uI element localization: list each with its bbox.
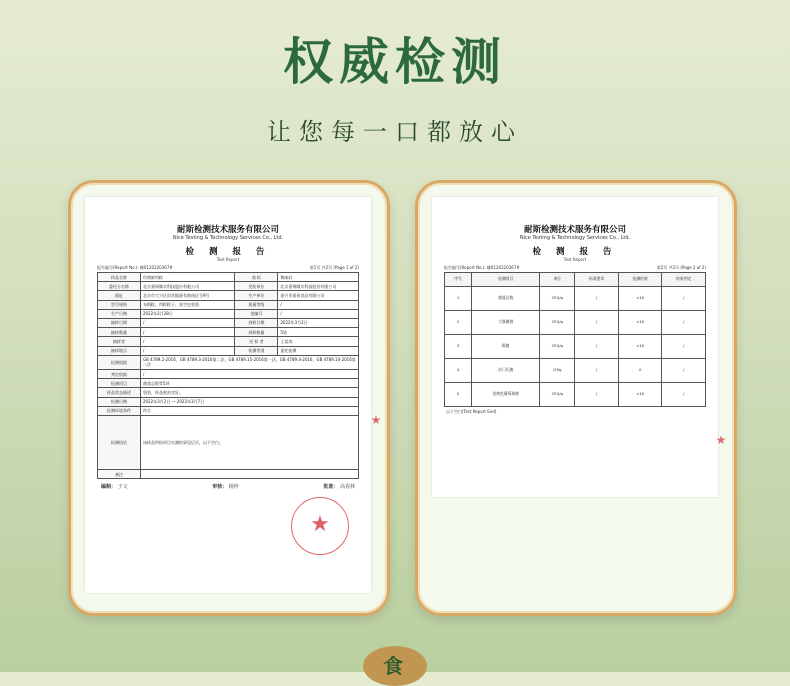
company-name-en: Nice Testing & Technology Services Co., Ltd. [519,235,631,241]
row-value: 北京市大兴区旧宫镇嘉有路南区号9号 [141,291,235,300]
approved-by-label: 批准： [323,484,339,491]
table-row [98,309,359,318]
row-value: 经典鲜肉粽 [141,273,235,282]
row-label: 到样数量 [235,328,278,337]
table-row [98,355,359,369]
row-label: 样品名称 [98,273,141,282]
row-value: / [141,328,235,337]
row-label: 备注 [98,470,141,479]
table-row [98,346,359,355]
column-header: 结果判定 [662,273,706,287]
signature-row [85,479,371,490]
cell-unit: /25g [540,359,575,383]
row-label: 抽样数量 [98,328,141,337]
row-value: / [278,309,359,318]
company-name: 耐斯检测技术服务有限公司 [523,225,626,235]
row-label: 判定依据 [98,370,141,379]
compiled-by-label: 编制： [101,484,117,491]
cell-unit: CFU/g [540,287,575,311]
row-label: 样品状态描述 [98,388,141,397]
table-row [98,328,359,337]
cell-result: 0 [618,359,662,383]
row-value: 2022年3月2日 [278,318,359,327]
cell-unit: CFU/g [540,383,575,407]
report-title-en: Test Report [216,257,240,262]
table-row [98,388,359,397]
row-label: 抽样日期 [98,318,141,327]
cell-no: 4 [445,359,472,383]
cell-item: 霉菌 [472,335,540,359]
row-label: 检测类别 [235,346,278,355]
row-label: 委托方名称 [98,282,141,291]
row-label: 检测日期 [98,397,141,406]
cell-req: / [575,383,619,407]
table-row [98,416,359,470]
table-row [98,273,359,282]
official-seal-stamp: ★ [291,497,349,555]
report-title: 检 测 报 告 [532,247,618,257]
table-row [445,383,706,407]
cell-result: <10 [618,311,662,335]
row-value: 隽味轩 [278,273,359,282]
row-label: 检测结论 [98,416,141,470]
row-value: 北京嘉锡顺实科技股份有限公司 [278,282,359,291]
edge-seal-stamp: ★ [715,433,727,447]
results-table [444,272,706,407]
row-value: / [141,346,235,355]
end-note: 以下空白(Test Report End) [446,409,497,414]
table-row [98,470,359,479]
table-row [98,291,359,300]
cell-item: 金黄色葡萄球菌 [472,383,540,407]
page-number: 第2页 共2页 (Page 2 of 2) [656,265,706,270]
cell-judge: / [662,383,706,407]
approved-signature: 高春林 [339,484,355,491]
cell-req: / [575,287,619,311]
row-label: 批编号 [235,309,278,318]
company-name-en: Nice Testing & Technology Services Co., Ltd. [172,235,284,241]
row-value: 袋装，样品密封完好。 [141,388,359,397]
cell-judge: / [662,311,706,335]
row-label: 生产日期 [98,309,141,318]
table-row [98,318,359,327]
row-label: 检测依据 [98,355,141,369]
cell-unit: CFU/g [540,311,575,335]
cell-judge: / [662,335,706,359]
row-value: 菌落总数等5项 [141,379,359,388]
row-label: 生产单位 [235,291,278,300]
cell-item: 大肠菌群 [472,311,540,335]
cell-item: 菌落总数 [472,287,540,311]
cell-no: 3 [445,335,472,359]
table-row [98,337,359,346]
page-number: 第1页 共2页 (Page 1 of 2) [309,265,359,270]
report-meta [432,262,718,272]
row-value: GB 4789.2-2016、GB 4789.3-2016第二法、GB 4789.15-2016第一法、GB 4789.4-2016、GB 4789.10-2016第二法 [141,355,359,369]
row-value: 王某涛 [278,337,359,346]
report-title-en: Test Report [563,257,587,262]
row-value: 2022年2月28日 [141,309,235,318]
edge-seal-stamp: ★ [370,413,382,427]
table-row [98,300,359,309]
table-row [98,282,359,291]
cell-result: <10 [618,287,662,311]
bottom-badge: 食 [363,646,427,686]
row-value: 嘉兴市嘉裕食品有限公司 [278,291,359,300]
row-value: 5袋 [278,328,359,337]
table-row [445,311,706,335]
row-label: 抽样地点 [98,346,141,355]
row-label: 检测项目 [98,379,141,388]
cell-judge: / [662,287,706,311]
row-label: 抽样者 [98,337,141,346]
table-row [98,397,359,406]
row-value: / [141,318,235,327]
table-row [98,406,359,415]
report-card-left [68,180,390,616]
table-row [445,335,706,359]
cell-result: <10 [618,335,662,359]
column-header: 单位 [540,273,575,287]
row-value: 该样品所检项目实测结果见后页，以下空白。 [141,416,359,470]
table-row [98,370,359,379]
cell-req: / [575,311,619,335]
report-info-table [97,272,359,479]
table-row [98,379,359,388]
row-value: 2022年3月2日 — 2022年3月7日 [141,397,359,406]
row-value: 符合 [141,406,359,415]
cell-judge: / [662,359,706,383]
row-label: 受检单位 [235,282,278,291]
cell-result: <10 [618,383,662,407]
row-label: 到样日期 [235,318,278,327]
cell-req: / [575,359,619,383]
row-label: 型号规格 [98,300,141,309]
page-subtitle: 让您每一口都放心 [267,118,523,146]
row-label: 地址 [98,291,141,300]
report-meta [85,262,371,272]
column-header: 检测结果 [618,273,662,287]
cell-req: / [575,335,619,359]
cell-no: 5 [445,383,472,407]
report-sheet-left [85,197,371,593]
row-value: 布朗粽、肉粽粽子、真空包装袋 [141,300,235,309]
row-value: 委托检测 [278,346,359,355]
report-title: 检 测 报 告 [185,247,271,257]
column-header: 标准要求 [575,273,619,287]
reviewed-by-label: 审核： [212,484,228,491]
row-value: / [278,300,359,309]
row-value [141,470,359,479]
row-value: 北京嘉锡顺实科技股份有限公司 [141,282,235,291]
report-number: 报告编号(Report No.): 嘟0120220367# [444,265,520,270]
row-label: 送 样 者 [235,337,278,346]
report-number: 报告编号(Report No.): 嘟0120220367# [97,265,173,270]
compiled-signature: 于文 [117,484,128,491]
row-label: 检测环境条件 [98,406,141,415]
company-name: 耐斯检测技术服务有限公司 [176,225,279,235]
row-value: / [141,337,235,346]
page-title: 权威检测 [283,32,507,91]
table-row [445,359,706,383]
cell-no: 2 [445,311,472,335]
table-row [445,287,706,311]
row-value: / [141,370,359,379]
report-sheet-right [432,197,718,497]
report-card-right [415,180,737,616]
table-header-row [445,273,706,287]
column-header: 序号 [445,273,472,287]
row-label: 商 标 [235,273,278,282]
cell-no: 1 [445,287,472,311]
cell-unit: CFU/g [540,335,575,359]
column-header: 检测项目 [472,273,540,287]
cell-item: 沙门氏菌 [472,359,540,383]
row-label: 质量等级 [235,300,278,309]
reviewed-signature: 杨梓 [228,484,239,491]
